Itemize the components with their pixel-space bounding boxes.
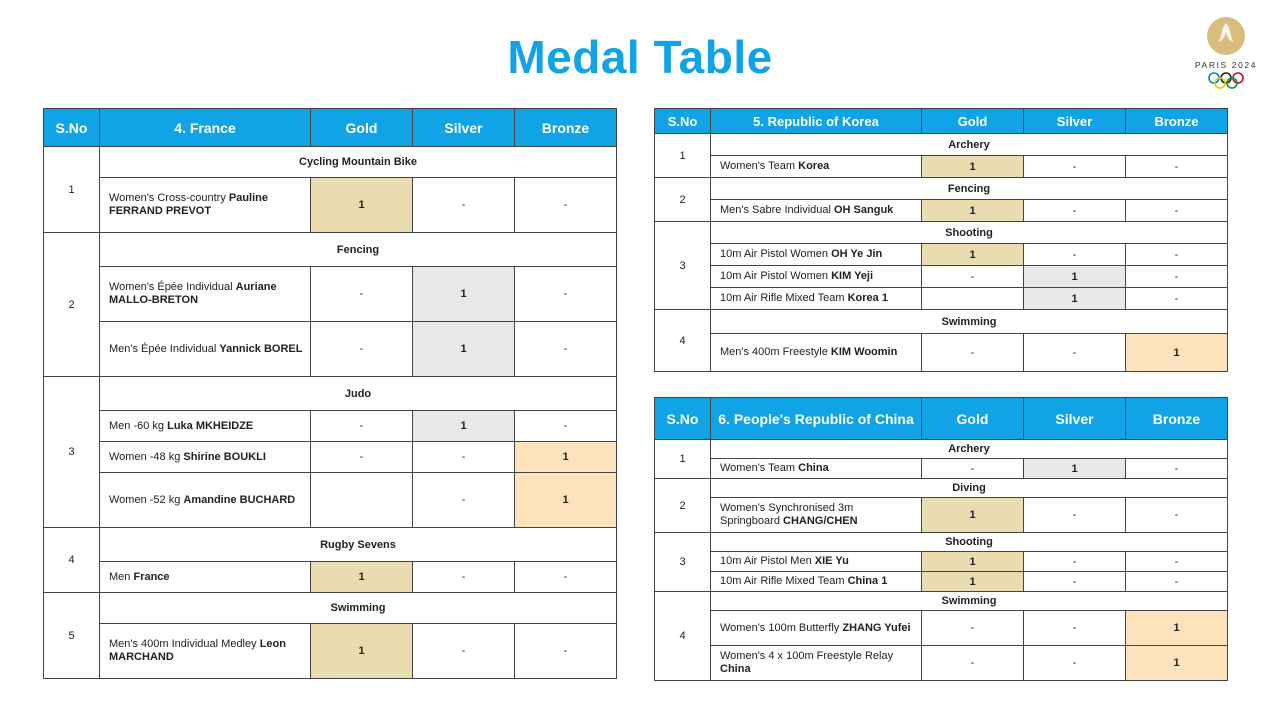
gold-cell: -	[922, 611, 1024, 646]
sport-row	[44, 147, 617, 178]
bronze-cell: -	[515, 322, 617, 377]
silver-cell: -	[413, 562, 515, 593]
event-row	[655, 611, 1228, 646]
header-silver: Silver	[413, 109, 515, 147]
sport-row	[655, 310, 1228, 334]
bronze-cell: -	[1126, 244, 1228, 266]
header-gold: Gold	[311, 109, 413, 147]
event-row	[44, 624, 617, 679]
header-country: 6. People's Republic of China	[711, 398, 922, 440]
athlete-name: Amandine BUCHARD	[183, 493, 296, 506]
event-cell	[100, 178, 311, 233]
gold-cell: 1	[922, 572, 1024, 592]
gold-cell: 1	[311, 178, 413, 233]
header-row	[655, 109, 1228, 134]
bronze-cell: 1	[1126, 646, 1228, 681]
sno-cell: 4	[655, 592, 711, 681]
gold-cell: -	[311, 442, 413, 473]
event-row	[44, 267, 617, 322]
page-title: Medal Table	[507, 31, 773, 83]
event-row	[44, 322, 617, 377]
header-row	[44, 109, 617, 147]
sport-row	[655, 533, 1228, 552]
event-cell	[100, 322, 311, 377]
event-row	[44, 473, 617, 528]
silver-cell: -	[1024, 156, 1126, 178]
sno-cell: 2	[655, 178, 711, 222]
sport-name: Cycling Mountain Bike	[100, 147, 617, 178]
silver-cell: 1	[413, 267, 515, 322]
gold-cell: -	[922, 459, 1024, 479]
event-row	[655, 459, 1228, 479]
gold-cell: -	[311, 267, 413, 322]
bronze-cell: -	[1126, 498, 1228, 533]
event-row	[655, 646, 1228, 681]
header-bronze: Bronze	[1126, 398, 1228, 440]
silver-cell: 1	[1024, 288, 1126, 310]
sport-name: Shooting	[711, 222, 1228, 244]
event-name: 10m Air Pistol Men	[720, 555, 815, 567]
athlete-name: KIM Yeji	[831, 270, 874, 282]
sport-name: Fencing	[100, 233, 617, 267]
athlete-name: Korea 1	[847, 292, 888, 304]
bronze-cell: -	[1126, 288, 1228, 310]
event-row	[655, 552, 1228, 572]
event-name: Women's Team	[720, 462, 799, 474]
athlete-name: OH Sanguk	[834, 204, 894, 216]
bronze-cell: -	[515, 267, 617, 322]
sno-cell: 4	[44, 528, 100, 593]
china-medal-table	[654, 397, 1228, 681]
sport-row	[655, 592, 1228, 611]
header-gold: Gold	[922, 109, 1024, 134]
athlete-name: China	[798, 462, 829, 474]
event-row	[44, 562, 617, 593]
event-cell	[100, 411, 311, 442]
gold-cell: 1	[922, 244, 1024, 266]
gold-cell: 1	[922, 498, 1024, 533]
event-name: Men's 400m Freestyle	[720, 346, 831, 358]
athlete-name: Pauline FERRAND PREVOT	[109, 192, 268, 217]
sno-cell: 1	[655, 440, 711, 479]
sport-row	[44, 233, 617, 267]
bronze-cell: -	[1126, 572, 1228, 592]
sport-name: Judo	[100, 377, 617, 411]
sport-row	[655, 440, 1228, 459]
bronze-cell: 1	[515, 442, 617, 473]
athlete-name: China	[720, 663, 751, 675]
event-name: 10m Air Rifle Mixed Team	[720, 292, 848, 304]
event-cell	[711, 552, 922, 572]
event-row	[655, 288, 1228, 310]
korea-medal-table	[654, 108, 1228, 372]
event-name: 10m Air Rifle Mixed Team	[720, 575, 848, 587]
event-row	[655, 498, 1228, 533]
silver-cell: -	[413, 442, 515, 473]
event-row	[44, 411, 617, 442]
athlete-name: Yannick BOREL	[219, 342, 303, 355]
bronze-cell: -	[1126, 459, 1228, 479]
gold-cell	[922, 288, 1024, 310]
sno-cell: 1	[655, 134, 711, 178]
bronze-cell: -	[515, 411, 617, 442]
event-name: Men	[109, 570, 134, 583]
event-name: Women's 4 x 100m Freestyle Relay	[720, 650, 894, 662]
event-name: Men -60 kg	[109, 419, 168, 432]
athlete-name: Luka MKHEIDZE	[167, 419, 254, 432]
gold-cell: -	[311, 322, 413, 377]
gold-cell: -	[311, 411, 413, 442]
silver-cell: -	[1024, 646, 1126, 681]
athlete-name: France	[133, 570, 170, 583]
sport-name: Shooting	[711, 533, 1228, 552]
event-row	[44, 178, 617, 233]
header-bronze: Bronze	[515, 109, 617, 147]
event-cell	[711, 498, 922, 533]
bronze-cell: -	[1126, 552, 1228, 572]
bronze-cell: -	[515, 562, 617, 593]
bronze-cell: -	[515, 178, 617, 233]
sno-cell: 3	[44, 377, 100, 528]
header-bronze: Bronze	[1126, 109, 1228, 134]
athlete-name: Korea	[798, 160, 830, 172]
event-name: 10m Air Pistol Women	[720, 270, 832, 282]
event-cell	[100, 624, 311, 679]
event-row	[44, 442, 617, 473]
event-cell	[711, 200, 922, 222]
silver-cell: 1	[413, 322, 515, 377]
event-name: Women's Épée Individual	[109, 281, 236, 293]
event-name: 10m Air Pistol Women	[720, 248, 832, 260]
event-cell	[711, 288, 922, 310]
sno-cell: 4	[655, 310, 711, 372]
sport-row	[655, 134, 1228, 156]
sport-row	[44, 528, 617, 562]
athlete-name: OH Ye Jin	[831, 248, 883, 260]
sport-row	[655, 479, 1228, 498]
event-row	[655, 334, 1228, 372]
bronze-cell: -	[1126, 266, 1228, 288]
event-cell	[100, 473, 311, 528]
sport-name: Swimming	[711, 310, 1228, 334]
silver-cell: -	[413, 473, 515, 528]
athlete-name: Leon MARCHAND	[109, 638, 286, 663]
silver-cell: 1	[1024, 459, 1126, 479]
header-sno: S.No	[655, 398, 711, 440]
sno-cell: 5	[44, 593, 100, 679]
gold-cell: -	[922, 266, 1024, 288]
header-sno: S.No	[655, 109, 711, 134]
athlete-name: Auriane MALLO-BRETON	[109, 281, 277, 306]
silver-cell: -	[1024, 552, 1126, 572]
header-silver: Silver	[1024, 109, 1126, 134]
logo-text: PARIS 2024	[1194, 60, 1258, 70]
gold-cell: -	[922, 646, 1024, 681]
gold-cell: 1	[311, 624, 413, 679]
sport-row	[44, 593, 617, 624]
sno-cell: 1	[44, 147, 100, 233]
event-name: Men's 400m Individual Medley	[109, 638, 260, 650]
sport-name: Swimming	[711, 592, 1228, 611]
sport-name: Archery	[711, 134, 1228, 156]
athlete-name: ZHANG Yufei	[842, 621, 911, 634]
event-cell	[711, 156, 922, 178]
athlete-name: XIE Yu	[814, 555, 849, 567]
event-cell	[711, 266, 922, 288]
header-row	[655, 398, 1228, 440]
france-medal-table	[43, 108, 617, 679]
silver-cell: -	[1024, 498, 1126, 533]
event-cell	[100, 562, 311, 593]
sno-cell: 3	[655, 222, 711, 310]
gold-cell	[311, 473, 413, 528]
gold-cell: -	[922, 334, 1024, 372]
event-cell	[711, 334, 922, 372]
event-row	[655, 244, 1228, 266]
event-cell	[100, 267, 311, 322]
silver-cell: -	[1024, 200, 1126, 222]
gold-cell: 1	[311, 562, 413, 593]
gold-cell: 1	[922, 552, 1024, 572]
athlete-name: CHANG/CHEN	[783, 515, 858, 527]
silver-cell: -	[1024, 572, 1126, 592]
silver-cell: -	[1024, 244, 1126, 266]
header-gold: Gold	[922, 398, 1024, 440]
event-cell	[711, 611, 922, 646]
bronze-cell: -	[1126, 156, 1228, 178]
bronze-cell: 1	[1126, 611, 1228, 646]
sport-row	[655, 178, 1228, 200]
event-name: Women's 100m Butterfly	[720, 621, 843, 634]
event-row	[655, 200, 1228, 222]
event-name: Women -48 kg	[109, 450, 184, 463]
event-name: Women's Team	[720, 160, 799, 172]
silver-cell: -	[413, 178, 515, 233]
sport-name: Diving	[711, 479, 1228, 498]
event-name: Women's Cross-country	[109, 192, 229, 204]
silver-cell: -	[1024, 611, 1126, 646]
sport-name: Fencing	[711, 178, 1228, 200]
header-country: 4. France	[100, 109, 311, 147]
sport-name: Rugby Sevens	[100, 528, 617, 562]
event-cell	[711, 572, 922, 592]
sno-cell: 3	[655, 533, 711, 592]
event-row	[655, 572, 1228, 592]
event-name: Women -52 kg	[109, 493, 184, 506]
event-cell	[711, 244, 922, 266]
header-silver: Silver	[1024, 398, 1126, 440]
bronze-cell: -	[515, 624, 617, 679]
athlete-name: Shirine BOUKLI	[183, 450, 266, 463]
event-cell	[100, 442, 311, 473]
sport-name: Swimming	[100, 593, 617, 624]
sport-row	[655, 222, 1228, 244]
gold-cell: 1	[922, 200, 1024, 222]
athlete-name: China 1	[847, 575, 888, 587]
event-name: Men's Sabre Individual	[720, 204, 834, 216]
silver-cell: -	[413, 624, 515, 679]
bronze-cell: 1	[1126, 334, 1228, 372]
event-cell	[711, 646, 922, 681]
sport-name: Archery	[711, 440, 1228, 459]
sno-cell: 2	[44, 233, 100, 377]
sport-row	[44, 377, 617, 411]
silver-cell: 1	[1024, 266, 1126, 288]
header-country: 5. Republic of Korea	[711, 109, 922, 134]
silver-cell: -	[1024, 334, 1126, 372]
gold-cell: 1	[922, 156, 1024, 178]
event-row	[655, 156, 1228, 178]
bronze-cell: 1	[515, 473, 617, 528]
athlete-name: KIM Woomin	[830, 346, 898, 358]
event-name: Women's Synchronised 3m Springboard	[720, 502, 854, 527]
bronze-cell: -	[1126, 200, 1228, 222]
event-cell	[711, 459, 922, 479]
header-sno: S.No	[44, 109, 100, 147]
sno-cell: 2	[655, 479, 711, 533]
event-row	[655, 266, 1228, 288]
paris-2024-logo	[1190, 14, 1262, 94]
silver-cell: 1	[413, 411, 515, 442]
event-name: Men's Épée Individual	[109, 342, 220, 355]
